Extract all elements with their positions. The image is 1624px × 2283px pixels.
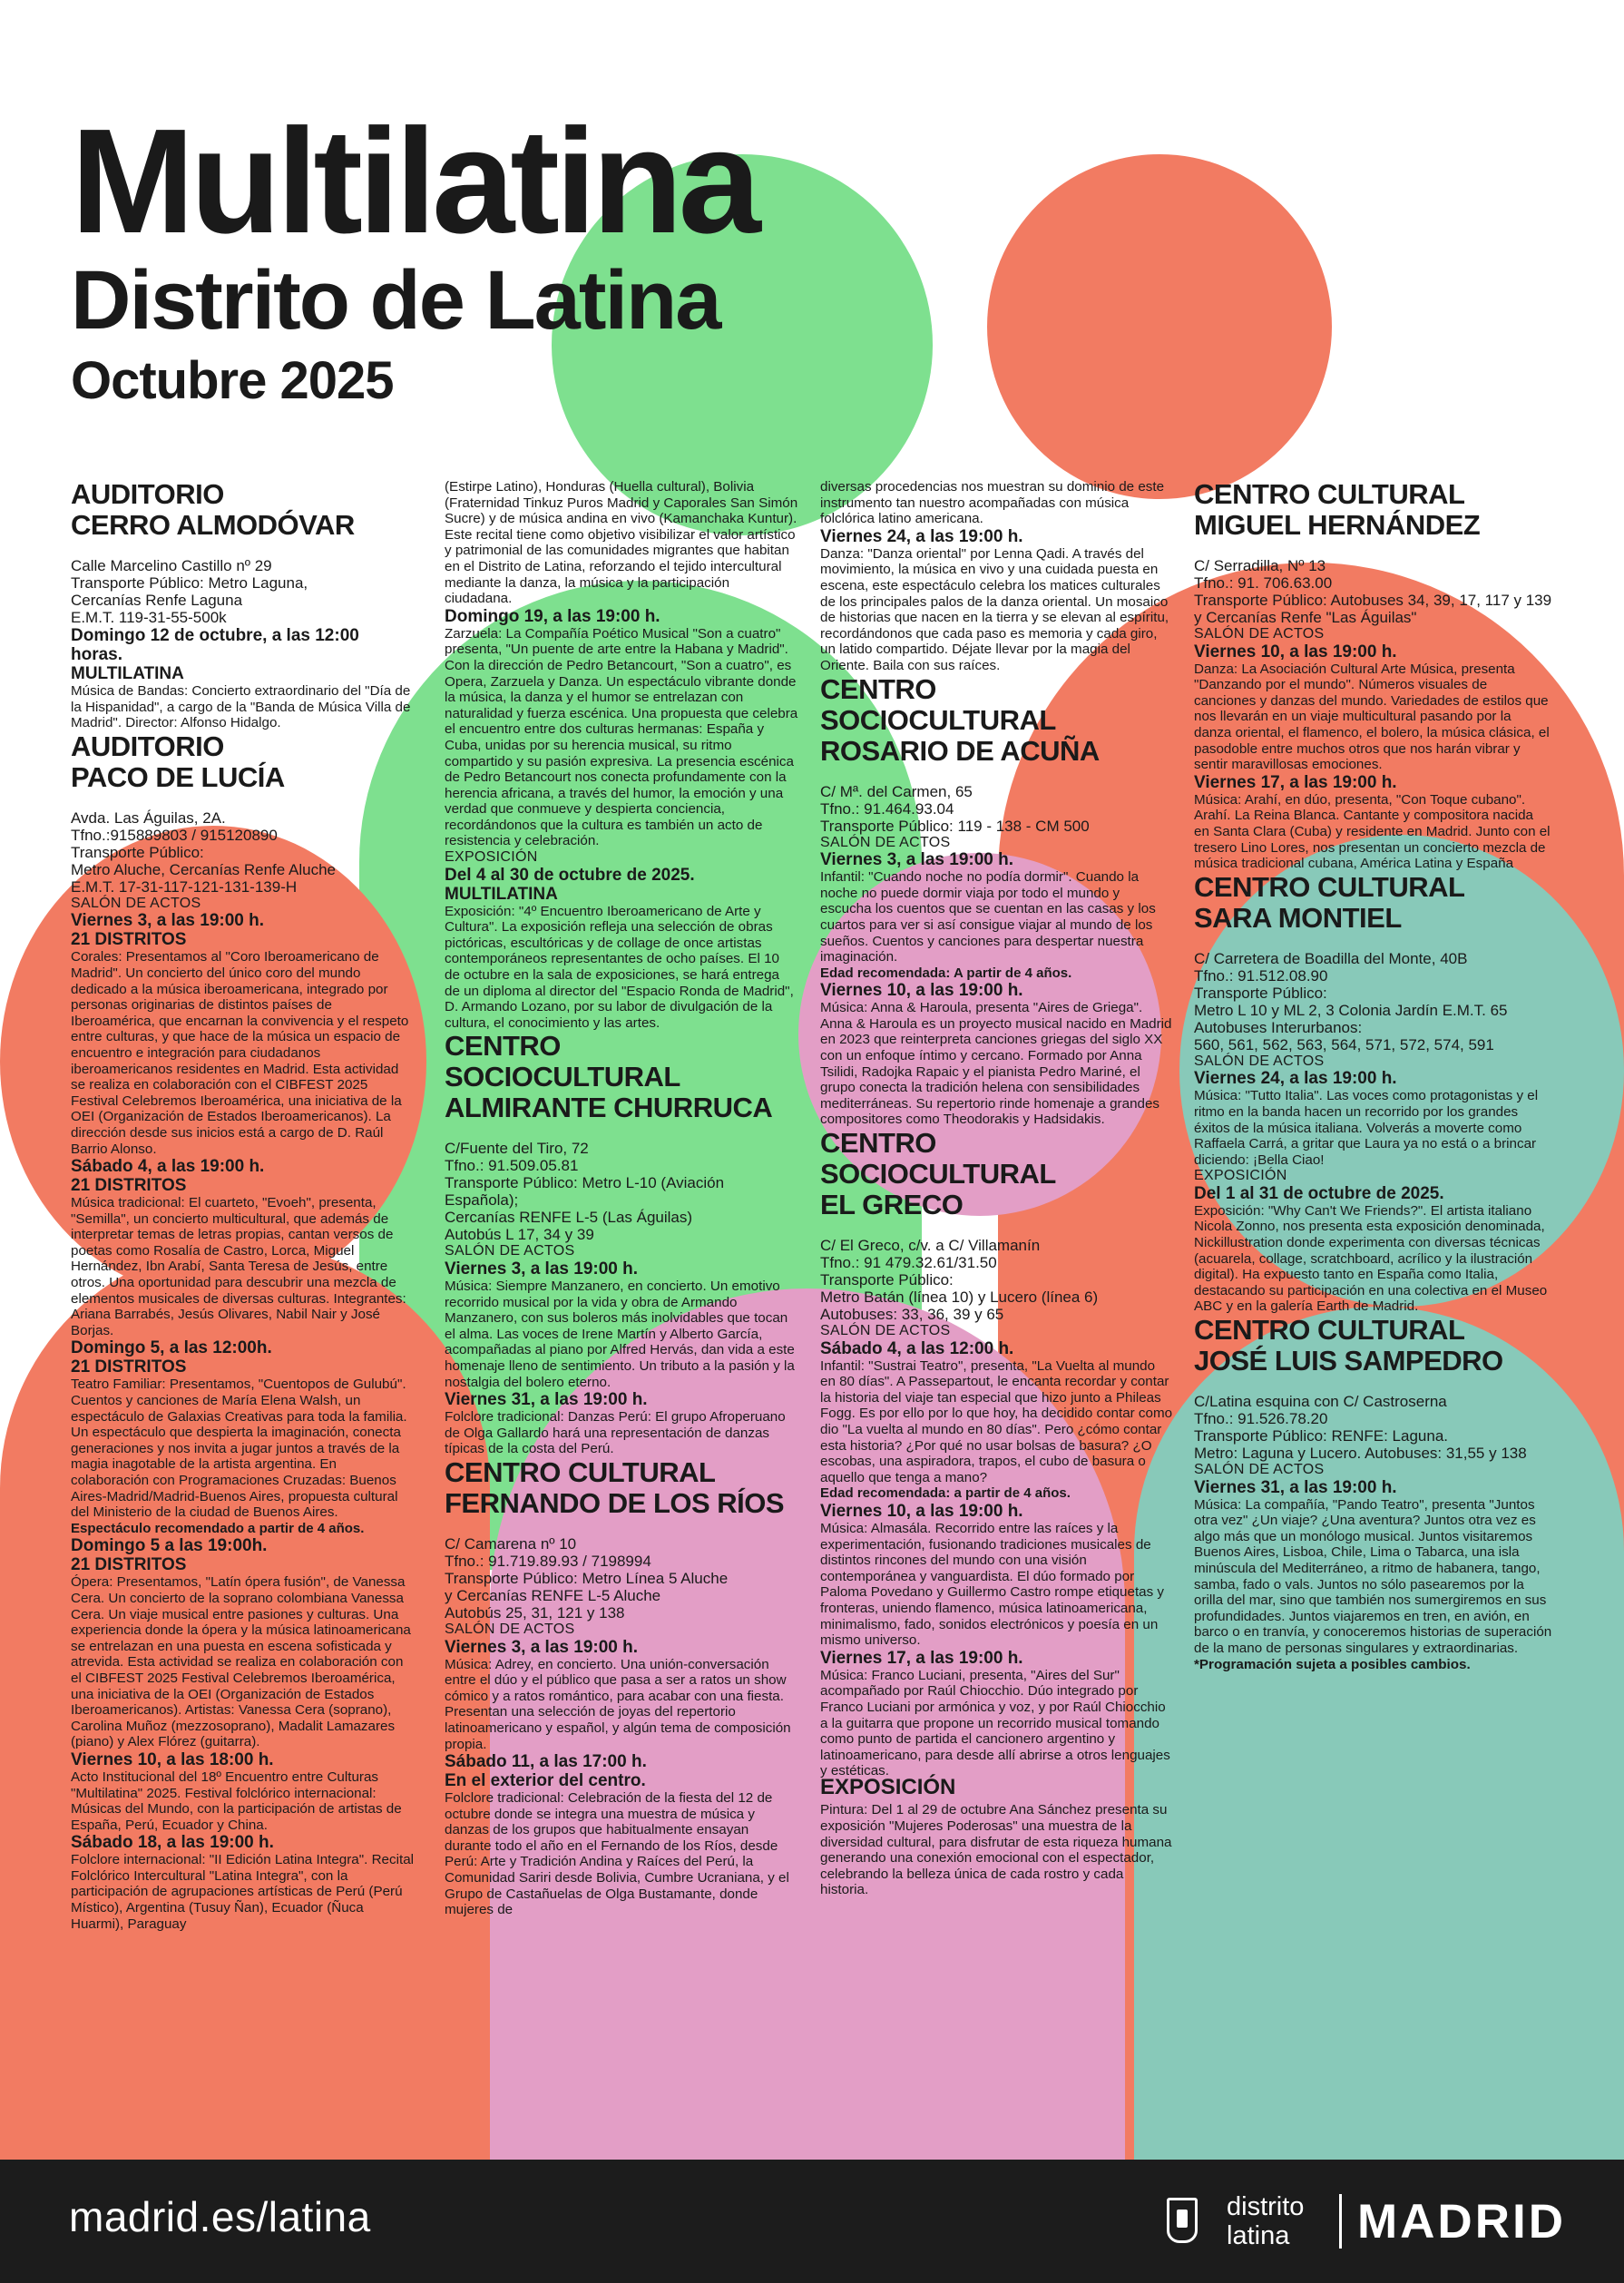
event-description: Zarzuela: La Compañía Poético Musical "Son a cuatro" presenta, "Un puente de arte entre la Habana y Madrid". Con la dirección de Pedro Betancourt, "Son a cuatro", es Opera, Zarzuela y Danza. Un espectáculo vibrante donde la música, la danza y el humor se entrelazan con naturalidad y fuerza escénica. Una propuesta que celebra el encuentro entre dos culturas hermanas: España y Cuba, unidas por su herencia musical, su ritmo compartido y su pasión expresiva. La presencia escénica de Pedro Betancourt nos conecta profundamente con la herencia africana, a través del humor, la emoción y una verdad que conmueve y despierta conciencia, recordándonos que la cultura es también un acto de resistencia y celebración.	[445, 625, 798, 849]
section-label: EXPOSICIÓN	[820, 1774, 956, 1799]
event-description: Folclore tradicional: Danzas Perú: El grupo Afroperuano de Olga Gallardo hará una representación de danzas típicas de la costa del Perú.	[445, 1409, 786, 1457]
event-date: Sábado 11, a las 17:00 h.	[445, 1752, 647, 1772]
event-date: Viernes 24, a las 19:00 h.	[820, 526, 1023, 546]
column-3	[820, 479, 1174, 1898]
event-description: Pintura: Del 1 al 29 de octubre Ana Sánchez presenta su exposición "Mujeres Poderosas" una muestra de la diversidad cultural, para disfrutar de esta riqueza humana generando una conexión emocional con el espectador, celebrando la belleza única de cada rostro y cada historia.	[820, 1802, 1172, 1898]
event-date: Sábado 18, a las 19:00 h.	[71, 1833, 274, 1853]
venue-info: C/ Camarena nº 10 Tfno.: 91.719.89.93 / 7198994 Transporte Público: Metro Línea 5 Aluche y Cercanías RENFE L-5 Aluche Autobús 25, 31, 121 y 138	[445, 1534, 729, 1622]
poster-subtitle: Distrito de Latina	[71, 254, 720, 347]
event-description: Exposición: "Why Can't We Friends?". El artista italiano Nicola Zonno, nos presenta esta exposición denominada, Nickillustration donde experimenta con diversas técnicas (acuarela, collage, scratchboard, acrílico y la ilustración digital). Ha expuesto tanto en España como Italia, destacando su participación en una colectiva en el Museo ABC y en la galería Earth de Madrid.	[1194, 1202, 1548, 1315]
event-date: Viernes 31, a las 19:00 h.	[1194, 1477, 1397, 1497]
event-description-continued: diversas procedencias nos muestran su dominio de este instrumento tan nuestro acompañadas con música folclórica latino americana.	[820, 479, 1165, 527]
column-4	[1194, 479, 1552, 1672]
event-description: Acto Institucional del 18º Encuentro entre Culturas "Multilatina" 2025. Festival folclórico internacional: Músicas del Mundo, con la participación de artistas de España, Perú, Ecuador y China.	[71, 1769, 402, 1833]
section-label: SALÓN DE ACTOS	[1194, 1053, 1325, 1069]
section-label: SALÓN DE ACTOS	[1194, 1462, 1325, 1478]
event-date: Domingo 5, a las 12:00h.	[71, 1338, 272, 1358]
venue-info: C/ Serradilla, Nº 13 Tfno.: 91. 706.63.00 Transporte Público: Autobuses 34, 39, 17, 117 y 139 y Cercanías Renfe "Las Águilas"	[1194, 557, 1552, 626]
event-description: Música: Arahí, en dúo, presenta, "Con Toque cubano". Arahí. La Reina Blanca. Cantante y compositora nacida en Santa Clara (Cuba) y residente en Madrid. Junto con el tresero Lino Lores, nos presentan un concierto mezcla de música tradicional cubana, América Latina y España	[1194, 791, 1551, 872]
event-description: Folclore internacional: "II Edición Latina Integra". Recital Folclórico Intercultural "Latina Integra", con la participación de agrupaciones artísticas de Perú (Perú Místico), Argentina (Tusuy Ñan), Ecuador (Ñuca Huarmi), Paraguay	[71, 1852, 415, 1932]
event-description: Música: Siempre Manzanero, en concierto. Un emotivo recorrido musical por la vida y obra de Armando Manzanero, con sus boleros más inolvidables que tocan el alma. Las voces de Irene Martín y Alberto García, acompañadas al piano por Alfred Hervás, dan vida a este homenaje lleno de sentimiento. Un tributo a la pasión y la nostalgia del bolero eterno.	[445, 1279, 795, 1390]
event-date: Sábado 4, a las 19:00 h.	[71, 1157, 265, 1177]
event-date: Viernes 3, a las 19:00 h.	[820, 850, 1014, 870]
event-description: Música: Almasála. Recorrido entre las raíces y la experimentación, fusionando tradiciones musicales de distintos rincones del mundo con una visión contemporánea y vanguardista. El dúo formado por Paloma Povedano y Guillermo Castro rompe etiquetas y fronteras, uniendo flamenco, música latinoamericana, minimalismo, fado, sonidos electrónicos y poesía en un mismo universo.	[820, 1520, 1165, 1649]
event-date: Del 4 al 30 de octubre de 2025.	[445, 865, 695, 885]
madrid-coat-of-arms-icon	[1167, 2198, 1198, 2243]
section-label: SALÓN DE ACTOS	[820, 1323, 951, 1339]
event-date: Viernes 17, a las 19:00 h.	[1194, 772, 1397, 792]
venue-title: CENTRO SOCIOCULTURAL ROSARIO DE ACUÑA	[820, 672, 1100, 767]
event-date: Del 1 al 31 de octubre de 2025.	[1194, 1183, 1444, 1203]
event-description: Ópera: Presentamos, "Latín ópera fusión", de Vanessa Cera. Un concierto de la soprano colombiana Vanessa Cera. Un viaje musical entre pasiones y culturas. Una experiencia donde la ópera y la música latinoamericana se entrelazan en una puesta en escena sofisticada y atrevida. Esta actividad se realiza en colaboración con el CIBFEST 2025 Festival Celebremos Iberoamérica, una iniciativa de la OEI (Organización de Estados Iberoamericanos). Artistas: Vanessa Cera (soprano), Carolina Muñoz (mezzosoprano), Madalit Lamazares (piano) y Alex Flórez (guitarra).	[71, 1574, 411, 1750]
event-description: Música: Anna & Haroula, presenta "Aires de Griega". Anna & Haroula es un proyecto musical nacido en Madrid en 2023 que reinterpreta canciones griegas del siglo XX con un enfoque íntimo y cercano. Formado por Anna Tsilidi, Radojka Rapaic y el pianista Pedro Mariné, el grupo conecta la tradición helena con sensibilidades mediterráneas. Su repertorio rinde homenaje a grandes compositores como Theodorakis y Hadsidakis.	[820, 1000, 1172, 1128]
event-name: MULTILATINA	[71, 664, 184, 683]
venue-info: C/Latina esquina con C/ Castroserna Tfno.: 91.526.78.20 Transporte Público: RENFE: Laguna. Metro: Laguna y Lucero. Autobuses: 31,55 y 138	[1194, 1393, 1527, 1463]
event-date: Viernes 10, a las 19:00 h.	[1194, 642, 1397, 661]
venue-title: AUDITORIO PACO DE LUCÍA	[71, 730, 285, 793]
section-label: SALÓN DE ACTOS	[1194, 626, 1325, 642]
event-description: Teatro Familiar: Presentamos, "Cuentopos de Gulubú". Cuentos y canciones de María Elena Walsh, un espectáculo de Galaxias Creativas para toda la familia. Un espectáculo que despierta la imaginación, conecta generaciones y nos invita a jugar juntos a través de la magia inagotable de la artista argentina. En colaboración con Programaciones Cruzadas: Buenos Aires-Madrid/Madrid-Buenos Aires, propuesta cultural del Ministerio de la ciudad de Buenos Aires.	[71, 1377, 407, 1521]
event-name: 21 DISTRITOS	[71, 1176, 187, 1196]
venue-title: CENTRO CULTURAL FERNANDO DE LOS RÍOS	[445, 1455, 785, 1519]
poster-title-block	[71, 98, 757, 414]
salmon-circle-top-right	[987, 154, 1332, 499]
age-recommendation: Edad recomendada: a partir de 4 años.	[820, 1485, 1071, 1502]
footer-bar	[0, 2160, 1624, 2283]
event-date: Viernes 17, a las 19:00 h.	[820, 1648, 1023, 1668]
distrito-latina-logo: distrito latina	[1227, 2192, 1305, 2250]
event-name: 21 DISTRITOS	[71, 1555, 187, 1575]
event-date: Viernes 10, a las 19:00 h.	[820, 1501, 1023, 1521]
section-label: EXPOSICIÓN	[1194, 1168, 1287, 1184]
event-description: Música: "Tutto Italia". Las voces como protagonistas y el ritmo en la banda hacen un recorrido por los grandes éxitos de la música italiana. Volverás a moverte como Raffaela Carrá, a gritar que Laura ya no está o a brincar diciendo: ¡Bella Ciao!	[1194, 1088, 1539, 1168]
event-date: Viernes 31, a las 19:00 h.	[445, 1390, 648, 1410]
event-date: Sábado 4, a las 12:00 h.	[820, 1338, 1014, 1358]
venue-title: CENTRO CULTURAL MIGUEL HERNÁNDEZ	[1194, 478, 1481, 541]
event-description: Infantil: "Cuando noche no podía dormir". Cuando la noche no puede dormir viaja por todo el mundo y escucha los cuentos que se cuentan en las casas y los cuartos para ver si así consigue viajar al mundo de los sueños. Cuentos y canciones para despertar nuestra imaginación.	[820, 869, 1156, 965]
venue-info: Calle Marcelino Castillo nº 29 Transporte Público: Metro Laguna, Cercanías Renfe Laguna E.M.T. 119-31-55-500k	[71, 557, 308, 626]
column-1	[71, 479, 416, 1932]
section-label: SALÓN DE ACTOS	[445, 1243, 575, 1259]
event-description: Exposición: "4º Encuentro Iberoamericano de Arte y Cultura". La exposición refleja una selección de obras pictóricas, escultóricas y de collage de once artistas contemporáneos representantes de ocho países. El 10 de octubre en la sala de exposiciones, se hará entrega de un diploma al director del "Espacio Ronda de Madrid", D. Armando Lozano, por su labor de divulgación de la cultura, el conocimiento y las artes.	[445, 903, 794, 1031]
event-date: Viernes 3, a las 19:00 h.	[445, 1259, 639, 1279]
event-date: Domingo 19, a las 19:00 h.	[445, 606, 660, 626]
section-label: SALÓN DE ACTOS	[820, 834, 951, 850]
event-date: Viernes 10, a las 18:00 h.	[71, 1749, 274, 1769]
venue-info: C/Fuente del Tiro, 72 Tfno.: 91.509.05.81 Transporte Público: Metro L-10 (Aviación Española); Cercanías RENFE L-5 (Las Águilas) Autobús L 17, 34 y 39	[445, 1140, 725, 1244]
column-2	[445, 479, 798, 1918]
venue-title: AUDITORIO CERRO ALMODÓVAR	[71, 478, 355, 541]
venue-title: CENTRO CULTURAL JOSÉ LUIS SAMPEDRO	[1194, 1314, 1503, 1377]
event-description: Música: La compañía, "Pando Teatro", presenta "Juntos otra vez" ¿Un viaje? ¿Una aventura? Juntos otra vez es algo más que un monólogo musical. Juntos visitaremos Buenos Aires, Lisboa, Chile, Lima o Tabarca, una isla minúscula del Mediterráneo, a ritmo de habanera, tango, samba, fado o vals. Juntos no sólo pasearemos por la orilla del mar, sino que también nos sumergiremos en sus profundidades. Juntos viajaremos en tren, en avión, en barco o en tranvía, y conoceremos historias de superación de la mano de personas singulares y extraordinarias.	[1194, 1496, 1552, 1656]
event-name: 21 DISTRITOS	[71, 1357, 187, 1377]
event-description: Folclore tradicional: Celebración de la fiesta del 12 de octubre donde se integra una muestra de música y danzas de los grupos que habitualmente ensayan durante todo el año en el Fernando de los Ríos, desde Perú: Arte y Tradición Andina y Raíces del Perú, la Comunidad Sariri desde Bolivia, Cumbre Ucraniana, y el Grupo de Castañuelas de Olga Bustamante, donde mujeres de	[445, 1790, 789, 1918]
event-description: Música de Bandas: Concierto extraordinario del "Día de la Hispanidad", a cargo de la "Banda de Música Villa de Madrid". Director: Alfonso Hidalgo.	[71, 683, 411, 731]
event-name: 21 DISTRITOS	[71, 930, 187, 950]
venue-title: CENTRO SOCIOCULTURAL EL GRECO	[820, 1127, 1056, 1221]
venue-info: C/ Mª. del Carmen, 65 Tfno.: 91.464.93.04 Transporte Público: 119 - 138 - CM 500	[820, 782, 1090, 835]
event-description: Música: Adrey, en concierto. Una unión-conversación entre el dúo y el público que pasa a ser a ratos un show cómico y a ratos romántico, para acabar con una fiesta. Presentan una selección de joyas del repertorio latinoamericano y español, y algún tema de composición propia.	[445, 1656, 791, 1752]
venue-title: CENTRO SOCIOCULTURAL ALMIRANTE CHURRUCA	[445, 1030, 773, 1124]
venue-info: C/ El Greco, c/v. a C/ Villamanín Tfno.: 91 479.32.61/31.50 Transporte Público: Metro Batán (línea 10) y Lucero (línea 6) Autobuses: 33, 36, 39 y 65	[820, 1237, 1099, 1324]
event-name: MULTILATINA	[445, 884, 558, 904]
section-label: SALÓN DE ACTOS	[445, 1621, 575, 1637]
section-label: EXPOSICIÓN	[445, 849, 538, 866]
event-name: En el exterior del centro.	[445, 1771, 646, 1791]
poster-date: Octubre 2025	[71, 351, 394, 410]
event-date: Domingo 5 a las 19:00h.	[71, 1536, 268, 1556]
event-description: Corales: Presentamos al "Coro Iberoamericano de Madrid". Un concierto del único coro del mundo dedicado a la música iberoamericana, integrado por personas originarias de distintos países de Iberoamérica, que encarnan la convivencia y el respeto entre culturas, y que hace de la música un espacio de encuentro e integración para ciudadanos iberoamericanos residentes en Madrid. Esta actividad se realiza en colaboración con el CIBFEST 2025 Festival Celebremos Iberoamérica, una iniciativa de la OEI (Organización de Estados Iberoamericanos). La dirección desde sus inicios está a cargo de D. Raúl Barrio Alonso.	[71, 949, 409, 1157]
venue-title: CENTRO CULTURAL SARA MONTIEL	[1194, 870, 1465, 934]
event-description: Danza: La Asociación Cultural Arte Música, presenta "Danzando por el mundo". Números visuales de canciones y danzas del mundo. Variedades de estilos que nos llevarán en un viaje multicultural pasando por la danza oriental, el flamenco, el bolero, la música clásica, el pasodoble entre muchos otros que nos harán vibrar y sentir maravillosas emociones.	[1194, 661, 1550, 773]
event-description: Música tradicional: El cuarteto, "Evoeh", presenta, "Semilla", un concierto multicultural, que además de interpretar temas de letras propias, cantan versos de poetas como Rosalía de Castro, Lorca, Miguel Hernández, Ibn Arabí, Santa Teresa de Jesús, entre otros. Una oportunidad para descubrir una mezcla de elementos musicales de diversas culturas. Integrantes: Ariana Barrabés, Jesús Olivares, Nabil Nair y José Borjas.	[71, 1195, 406, 1338]
age-recommendation: Espectáculo recomendado a partir de 4 años.	[71, 1520, 365, 1536]
website-link[interactable]: madrid.es/latina	[69, 2193, 371, 2240]
event-description: Música: Franco Luciani, presenta, "Aires del Sur" acompañado por Raúl Chiocchio. Dúo integrado por Franco Luciani por armónica y voz, y por Raúl Chiocchio a la guitarra que propone un recorrido musical tomando como punto de partida el cancionero argentino y latinoamericano, para desde allí abrirse a otros lenguajes y estéticas.	[820, 1667, 1170, 1779]
age-recommendation: Edad recomendada: A partir de 4 años.	[820, 965, 1072, 981]
logo-divider	[1339, 2194, 1342, 2249]
venue-info: C/ Carretera de Boadilla del Monte, 40B Tfno.: 91.512.08.90 Transporte Público: Metro L 10 y ML 2, 3 Colonia Jardín E.M.T. 65 Autobuses Interurbanos: 560, 561, 562, 563, 564, 571, 572, 574, 591	[1194, 949, 1508, 1053]
event-date: Viernes 3, a las 19:00 h.	[71, 911, 265, 931]
madrid-logo: MADRID	[1357, 2195, 1566, 2249]
footnote: *Programación sujeta a posibles cambios.	[1194, 1656, 1471, 1672]
event-date: Viernes 24, a las 19:00 h.	[1194, 1069, 1397, 1089]
poster-title: Multilatina	[71, 98, 757, 264]
event-date: Viernes 10, a las 19:00 h.	[820, 981, 1023, 1001]
event-description: Infantil: "Sustrai Teatro", presenta, "La Vuelta al mundo en 80 días". A Passepartout, le encanta recordar y contar la historia del viaje tan especial que hizo junto a Phileas Fogg. Es por ello por lo que hoy, ha decidido contar como dio "La vuelta al mundo en 80 días". Pero ¿cómo contar esta historia? ¿Por qué no usar bolsas de basura? ¿O escobas, una aspiradora, trapos, el cubo de basura o aquello que tenga a mano?	[820, 1357, 1173, 1485]
section-label: SALÓN DE ACTOS	[71, 895, 201, 911]
event-description: Danza: "Danza oriental" por Lenna Qadi. A través del movimiento, la música en vivo y una cuidada puesta en escena, este espectáculo celebra los matices culturales de los principales palos de la danza oriental. Un mosaico de historias que nacen en la tierra y se elevan al espíritu, recordándonos que cada paso es memoria y cada giro, un latido compartido. Déjate llevar por la magia del Oriente. Baila con sus raíces.	[820, 545, 1169, 673]
event-date: Domingo 12 de octubre, a las 12:00 horas.	[71, 626, 359, 664]
event-date: Viernes 3, a las 19:00 h.	[445, 1637, 639, 1657]
venue-info: Avda. Las Águilas, 2A. Tfno.:915889803 / 915120890 Transporte Público: Metro Aluche, Cercanías Renfe Aluche E.M.T. 17-31-117-121-131-139-H	[71, 808, 336, 896]
event-description-continued: (Estirpe Latino), Honduras (Huella cultural), Bolivia (Fraternidad Tinkuz Puros Madrid y Caporales San Simón Sucre) y de música andina en vivo (Kamanchaka Kuntur). Este recital tiene como objetivo visibilizar el valor artístico y patrimonial de las comunidades migrantes que habitan en el Distrito de Latina, reforzando el tejido intercultural mediante la danza, la música y la participación ciudadana.	[445, 479, 798, 607]
